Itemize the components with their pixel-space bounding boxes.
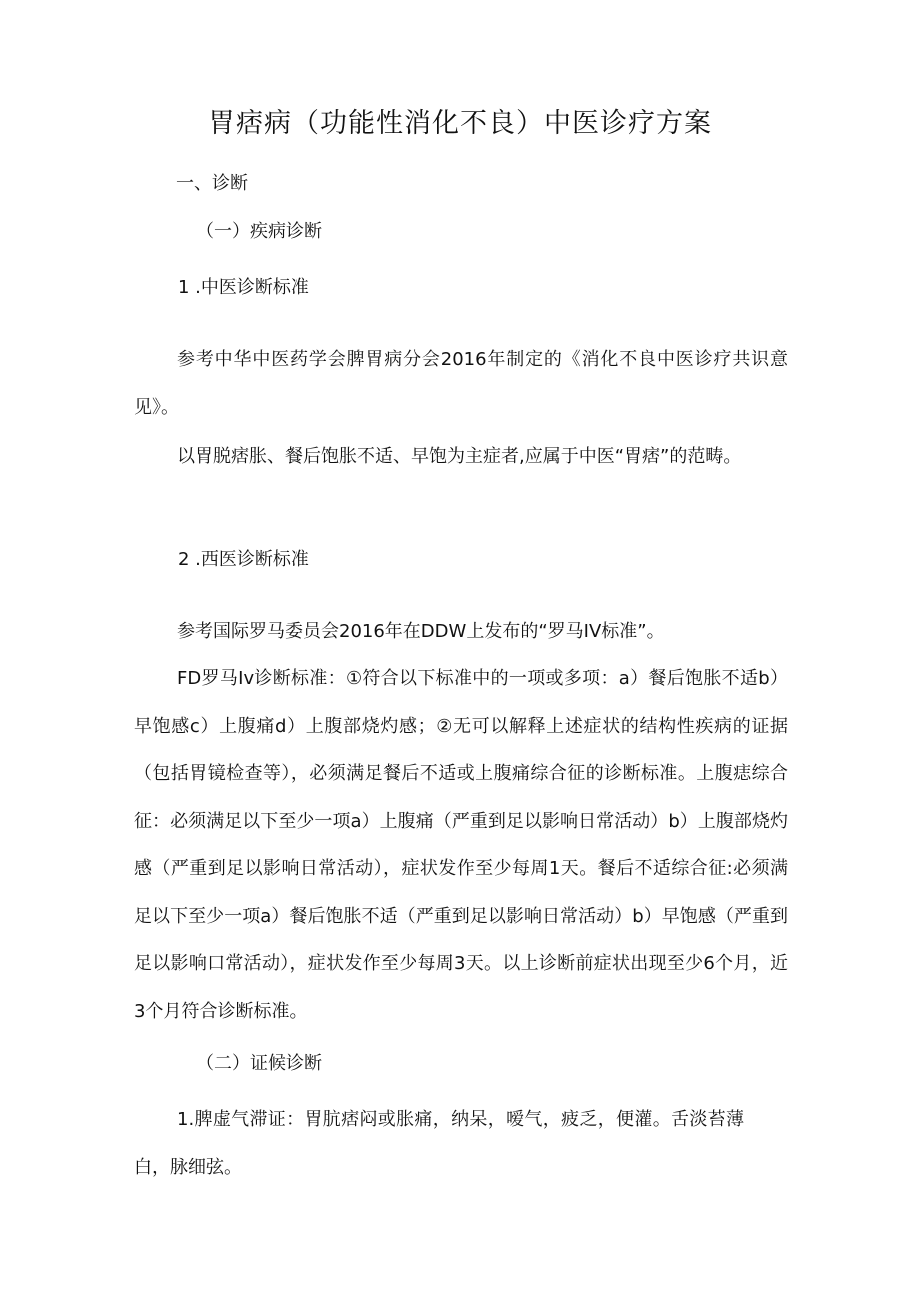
paragraph-rome-iv-criteria: FD罗马Iv诊断标准：①符合以下标准中的一项或多项：a）餐后饱胀不适b）早饱感c）上腹痛d）上腹部烧灼感；②无可以解释上述症状的结构性疾病的证据（包括胃镜检查等），必须满足餐后不适或上腹痛综合征的诊断标准。上腹痣综合征：必须满足以下至少一项a）上腹痛（严重到足以影响日常活动）b）上腹部烧灼感（严重到足以影响日常活动），症状发作至少每周1天。餐后不适综合征:必须满足以下至少一项a）餐后饱胀不适（严重到足以影响日常活动）b）早饱感（严重到足以影响口常活动），症状发作至少每周3天。以上诊断前症状出现至少6个月，近3个月符合诊断标准。 <box>134 668 788 1022</box>
subsection-heading-disease-diagnosis: （一）疾病诊断 <box>196 221 322 242</box>
item-heading-tcm-criteria: 1 .中医诊断标准 <box>178 277 309 298</box>
section-heading-diagnosis: 一、诊断 <box>176 173 248 194</box>
document-title: 胃痞病（功能性消化不良）中医诊疗方案 <box>208 108 712 139</box>
subsection-heading-syndrome-diagnosis: （二）证候诊断 <box>196 1053 322 1074</box>
paragraph-reference-tcm: 参考中华中医药学会脾胃病分会2016年制定的《消化不良中医诊疗共识意见》。 <box>134 349 788 418</box>
paragraph-spleen-deficiency-syndrome: 1.脾虚气滞证：胃肮痞闷或胀痛，纳呆，嗳气，疲乏，便灌。舌淡苔薄白，脉细弦。 <box>134 1109 744 1178</box>
paragraph-main-symptoms: 以胃脱痞胀、餐后饱胀不适、早饱为主症者,应属于中医“胃痞”的范畴。 <box>177 446 742 467</box>
paragraph-reference-rome: 参考国际罗马委员会2016年在DDW上发布的“罗马IV标准”。 <box>177 621 665 642</box>
item-heading-western-criteria: 2 .西医诊断标准 <box>178 549 309 570</box>
